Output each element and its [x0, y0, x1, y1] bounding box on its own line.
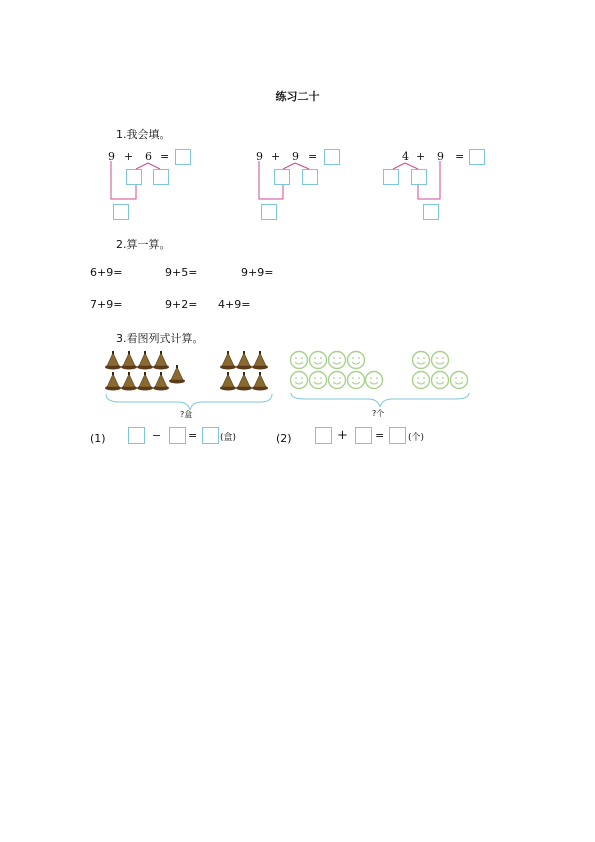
q3-p1-eq: = [188, 429, 198, 442]
q1b-n1: 9 [256, 150, 263, 163]
section-3-heading: 3.看图列式计算。 [116, 332, 204, 345]
q3-p1-box-3[interactable] [202, 427, 219, 444]
q1c-n2: 9 [437, 150, 444, 163]
section-1-heading: 1.我会填。 [116, 128, 171, 141]
q2-item: 4+9= [218, 298, 251, 311]
q3-p1-box-2[interactable] [169, 427, 186, 444]
q3-p1-label: (1) [90, 432, 106, 445]
q3-p1-unit: (盒) [220, 433, 237, 443]
q3-p2-box-1[interactable] [315, 427, 332, 444]
q3-p2-unit: (个) [408, 433, 425, 443]
q3-p2-label: (2) [276, 432, 292, 445]
q3-p1-op: − [152, 429, 162, 442]
q3-p2-box-2[interactable] [355, 427, 372, 444]
brace-label-2: ?个 [372, 409, 385, 418]
q3-p2-eq: = [375, 429, 385, 442]
q3-p1-box-1[interactable] [128, 427, 145, 444]
q1b-op: + [271, 150, 281, 163]
q2-item: 7+9= [90, 298, 123, 311]
q1a-eq: = [160, 150, 170, 163]
section-2-heading: 2.算一算。 [116, 238, 171, 251]
q1b-eq: = [308, 150, 318, 163]
brace-label-1: ?盒 [180, 410, 193, 419]
q1a-n1: 9 [108, 150, 115, 163]
q2-item: 9+9= [241, 266, 274, 279]
q3-p2-op: + [337, 428, 348, 443]
q1b-n2: 9 [292, 150, 299, 163]
smiley-group-left [291, 352, 383, 389]
q1a-n2: 6 [145, 150, 152, 163]
smiley-group-right [413, 352, 468, 389]
q1c-op: + [416, 150, 426, 163]
q1c-eq: = [455, 150, 465, 163]
q2-item: 9+2= [165, 298, 198, 311]
q2-item: 6+9= [90, 266, 123, 279]
page-title: 练习二十 [275, 90, 320, 103]
q2-item: 9+5= [165, 266, 198, 279]
q1c-n1: 4 [402, 150, 409, 163]
q3-p2-box-3[interactable] [389, 427, 406, 444]
q1a-op: + [124, 150, 134, 163]
